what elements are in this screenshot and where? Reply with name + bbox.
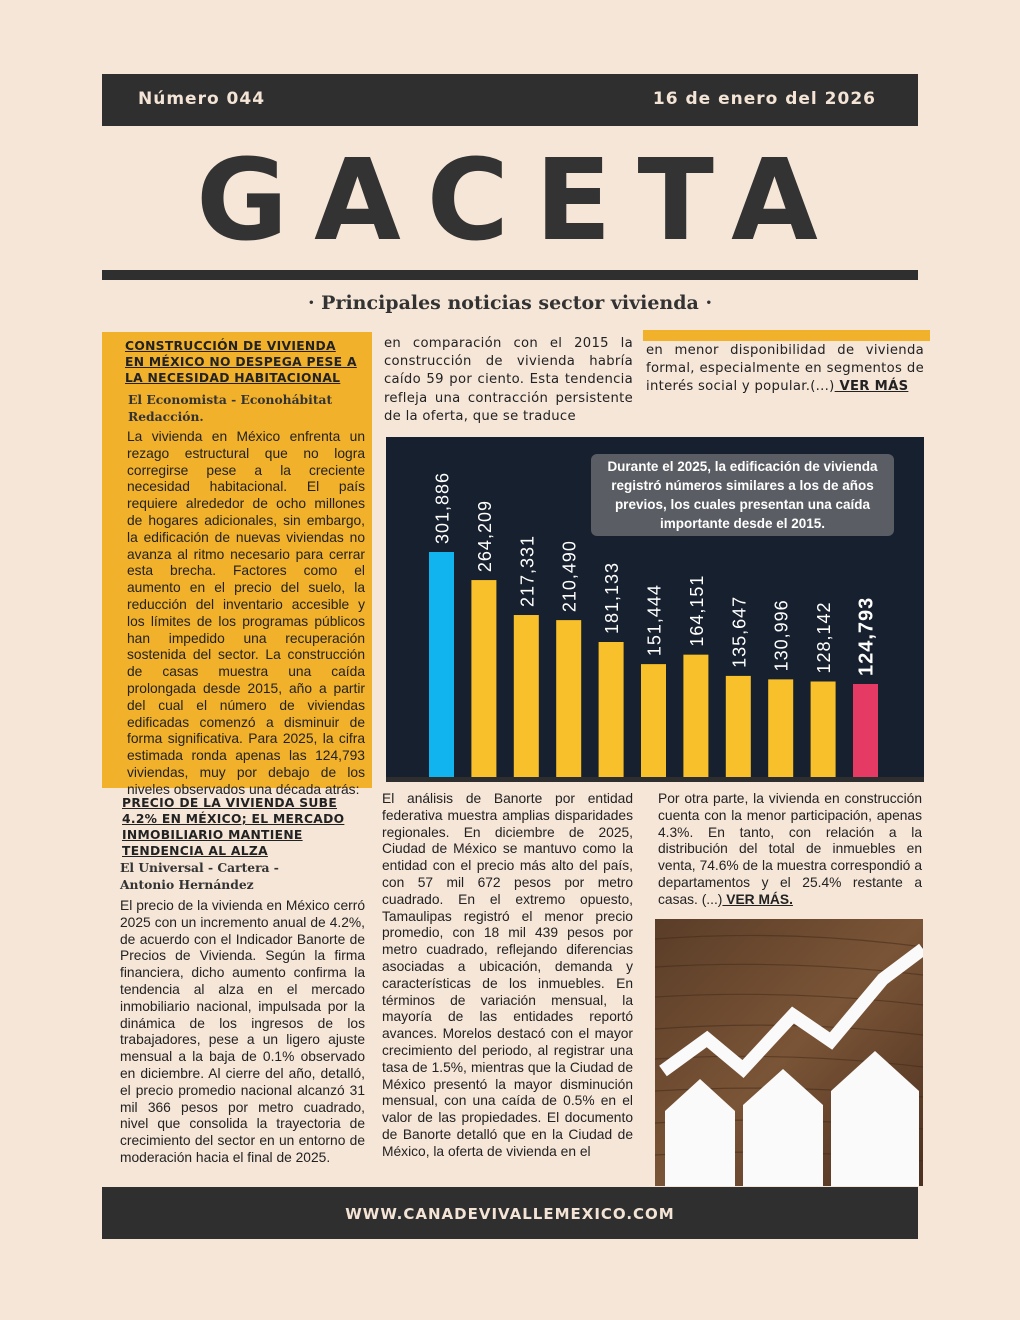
chart-bar (641, 664, 666, 777)
article2-body-col1: El precio de la vivienda en México cerró 2025 con un incremento anual de 4.2%, de acuerdo con el Indicador Banorte de Precios de Vivienda. Según la firma financiera, dicho aumento confirma la tendencia al alza en el mercado inmobiliario nacional, impulsada por la dinámica de los ingresos de los trabajadores, pese a un ligero ajuste mensual a la baja de 0.1% observado en diciembre. Al cierre del año, detalló, el precio promedio nacional alcanzó 31 mil 366 pesos por metro cuadrado, nivel que consolida la trayectoria de crecimiento del sector en un entorno de moderación hacia el final de 2025. (120, 898, 365, 1165)
chart-bar (514, 615, 539, 777)
article1-headline[interactable]: CONSTRUCCIÓN DE VIVIENDA EN MÉXICO NO DESPEGA PESE A LA NECESIDAD HABITACIONAL (125, 339, 357, 385)
issue-number: Número 044 (138, 89, 266, 109)
article1-body-col3 (646, 342, 924, 397)
article1-body-col1: La vivienda en México enfrenta un rezago estructural que no logra corregirse pese a la creciente necesidad habitacional. El país requiere alrededor de ocho millones de hogares adicionales, sin embargo, la edificación de nuevas viviendas no avanza al ritmo necesario para cerrar esta brecha. Factores como el aumento en el precio del suelo, la reducción del inventario accesible y los límites de los programas públicos han impedido una recuperación sostenida del sector. La construcción de casas muestra una caída prolongada desde 2015, año a partir del cual el número de viviendas edificadas comenzó a disminuir de forma significativa. Para 2025, la cifra estimada ronda apenas las 124,793 viviendas, muy por debajo de los niveles observados una década atrás: (127, 429, 365, 797)
chart-annotation: Durante el 2025, la edificación de vivienda registró números similares a los de años previos, los cuales presentan una caída importante desde el 2015. (591, 454, 894, 536)
chart-bar (811, 681, 836, 777)
article1-byline (128, 391, 358, 425)
chart-bar (599, 642, 624, 777)
article2-body-col3 (658, 791, 922, 909)
chart-data-label: 264,209 (474, 500, 495, 573)
chart-bar (768, 679, 793, 777)
chart-bar (726, 676, 751, 777)
chart-data-label: 124,793 (855, 596, 878, 676)
chart-data-label: 135,647 (729, 595, 750, 668)
article2-byline (120, 859, 370, 893)
chart-data-label: 130,996 (771, 599, 792, 672)
chart-data-label: 217,331 (517, 534, 538, 608)
chart-data-label: 210,490 (559, 540, 580, 613)
article1-read-more-link[interactable]: VER MÁS (834, 379, 909, 395)
chart-data-label: 164,151 (686, 574, 707, 647)
issue-date: 16 de enero del 2026 (652, 89, 876, 109)
masthead-rule (102, 270, 918, 280)
housing-trend-photo (655, 919, 923, 1186)
chart-data-label: 181,133 (602, 561, 623, 634)
article2-read-more-link[interactable]: VER MÁS. (722, 891, 793, 907)
section-subtitle: · Principales noticias sector vivienda · (307, 292, 713, 314)
article2-author: Antonio Hernández (120, 877, 254, 892)
article1-author: Redacción. (128, 409, 204, 424)
masthead-title: GACETA (196, 136, 844, 266)
article1-body-col2: en comparación con el 2015 la construcción de vivienda habría caído 59 por ciento. Esta tendencia refleja una contracción persistente de la oferta, que se traduce (384, 336, 633, 424)
chart-bar (429, 552, 454, 777)
article2-body-col3-text: Por otra parte, la vivienda en construcción cuenta con la menor participación, apenas 4.3%. En tanto, con relación a la distribución del total de inmuebles en venta, 74.6% de la muestra correspondió a departamentos y el 25.4% restante a casas. (...) (658, 791, 922, 907)
article2-body-col2: El análisis de Banorte por entidad federativa muestra amplias disparidades regionales. En diciembre de 2025, Ciudad de México se mantuvo como la entidad con el precio más alto del país, con 57 mil 672 pesos por metro cuadrado. En el extremo opuesto, Tamaulipas registró el menor precio promedio, con 18 mil 439 pesos por metro cuadrado, reflejando diferencias asociadas a ubicación, demanda y características de los inmuebles. En términos de variación mensual, la mayoría de las entidades reportó avances. Morelos destacó con el mayor crecimiento del periodo, al registrar una tasa de 1.5%, mientras que la Ciudad de México presentó la mayor disminución mensual, con una caída de 0.5% en el valor de las propiedades. El documento de Banorte detalló que en la Ciudad de México, la oferta de vivienda en el (382, 791, 633, 1159)
chart-bar (471, 580, 496, 777)
chart-data-label: 151,444 (644, 584, 665, 657)
houses-rising-arrow-image (655, 919, 923, 1186)
article1-source: El Economista - Econohábitat (128, 392, 333, 407)
article1-body-col3-text: en menor disponibilidad de vivienda formal, especialmente en segmentos de interés social y popular.(...) (646, 343, 924, 395)
chart-data-label: 301,886 (432, 471, 453, 544)
housing-construction-chart (386, 437, 924, 782)
issue-header-bar (102, 74, 918, 126)
chart-bar (556, 620, 581, 777)
footer-website[interactable]: WWW.CANADEVIVALLEMEXICO.COM (102, 1187, 918, 1239)
accent-bar (643, 330, 930, 341)
article2-source: El Universal - Cartera - (120, 860, 279, 875)
article2-headline[interactable]: PRECIO DE LA VIVIENDA SUBE 4.2% EN MÉXICO; EL MERCADO INMOBILIARIO MANTIENE TENDENCIA AL ALZA (122, 796, 345, 858)
chart-baseline (386, 777, 924, 782)
chart-data-label: 128,142 (814, 601, 835, 674)
chart-bar (683, 655, 708, 777)
chart-bar (853, 684, 878, 777)
